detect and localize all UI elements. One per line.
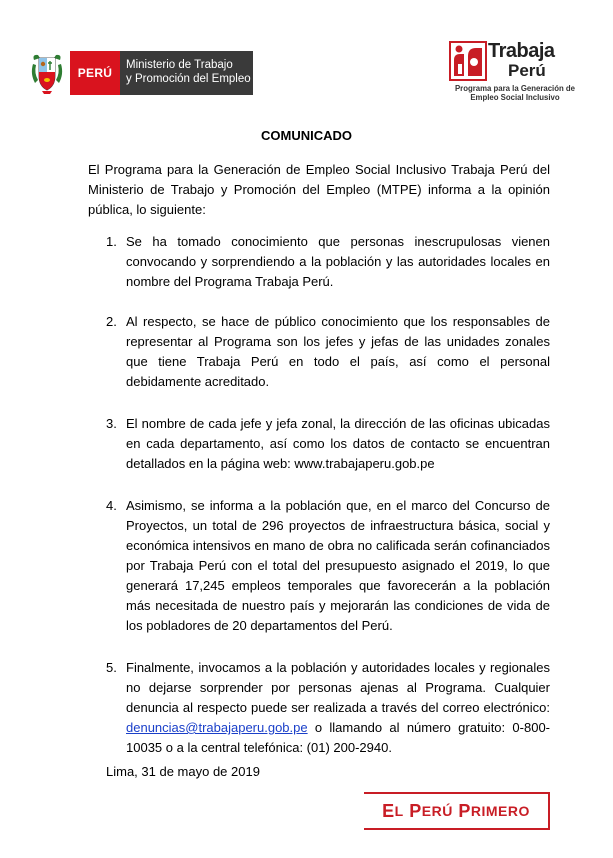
program-subtitle xyxy=(452,84,578,102)
program-name-line-2: Perú xyxy=(508,61,546,80)
ministry-name xyxy=(120,51,253,95)
communique-list xyxy=(88,232,550,758)
list-item-text: El nombre de cada jefe y jefa zonal, la dirección de las oficinas ubicadas en cada departamento, así como los datos de contacto se encuentran detallados en la página web: www.trabajaperu.gob.pe xyxy=(126,416,550,471)
ministry-line-1: Ministerio de Trabajo xyxy=(126,59,233,71)
ministry-line-2: y Promoción del Empleo xyxy=(126,73,251,85)
list-item xyxy=(88,232,550,292)
email-link[interactable]: denuncias@trabajaperu.gob.pe xyxy=(126,720,308,735)
program-subtitle-line-1: Programa para la Generación de xyxy=(454,84,576,93)
list-item-number: 4. xyxy=(106,498,117,513)
list-item xyxy=(88,496,550,636)
slogan-word-rest: ERÚ xyxy=(421,803,453,819)
program-subtitle-line-2: Empleo Social Inclusivo xyxy=(470,93,560,102)
list-item xyxy=(88,312,550,392)
list-item xyxy=(88,414,550,474)
list-item xyxy=(88,658,550,758)
list-item-number: 1. xyxy=(106,234,117,249)
list-item-text: Asimismo, se informa a la población que, en el marco del Concurso de Proyectos, un total de 296 proyectos de infraestructura básica, social y económica intensivos en mano de obra no calificada serán cofinanciados por Trabaja Perú con el total del presupuesto asignado el 2019, lo que generará 17,245 empleos temporales que favorecerán a la población más necesitada de nuestro país y mejorarán las condiciones de vida de los pobladores de 20 departamentos del Perú. xyxy=(126,498,550,633)
list-item-number: 2. xyxy=(106,314,117,329)
list-item-text: Se ha tomado conocimiento que personas inescrupulosas vienen convocando y sorprendiendo a la población y las autoridades locales en nombre del Programa Trabaja Perú. xyxy=(126,234,550,289)
trabaja-peru-emblem-icon xyxy=(448,40,488,82)
document-title: COMUNICADO xyxy=(261,128,352,143)
intro-paragraph: El Programa para la Generación de Empleo Social Inclusivo Trabaja Perú del Ministerio de Trabajo y Promoción del Empleo (MTPE) informa a la opinión pública, lo siguiente: xyxy=(88,162,550,217)
coat-of-arms-icon xyxy=(30,50,64,96)
slogan-word-initial: P xyxy=(458,800,471,821)
mtpe-logo xyxy=(30,48,253,98)
trabaja-peru-logo xyxy=(448,40,578,110)
list-item-text-before: Finalmente, invocamos a la población y autoridades locales y regionales no dejarse sorprender por personas ajenas al Programa. Cualquier denuncia al respecto puede ser realizada a través del correo electrónico: xyxy=(126,660,550,715)
slogan-word-rest: L xyxy=(394,803,404,819)
list-item-number: 3. xyxy=(106,416,117,431)
slogan-word-rest: RIMERO xyxy=(470,803,530,819)
list-item-text-after: o llamando al número gratuito: 0-800-10035 o a la central telefónica: (01) 200-2940. xyxy=(126,720,550,755)
program-name-line-1: Trabaja xyxy=(488,40,555,62)
document-date: Lima, 31 de mayo de 2019 xyxy=(106,764,260,779)
slogan-word-initial: E xyxy=(382,800,395,821)
slogan-word-initial: P xyxy=(409,800,422,821)
list-item-number: 5. xyxy=(106,660,117,675)
slogan-banner xyxy=(364,792,550,830)
list-item-text: Al respecto, se hace de público conocimiento que los responsables de representar al Programa son los jefes y jefas de las unidades zonales que tiene Trabaja Perú en todo el país, así como el personal debidamente acreditado. xyxy=(126,314,550,389)
peru-label: PERÚ xyxy=(70,51,120,95)
